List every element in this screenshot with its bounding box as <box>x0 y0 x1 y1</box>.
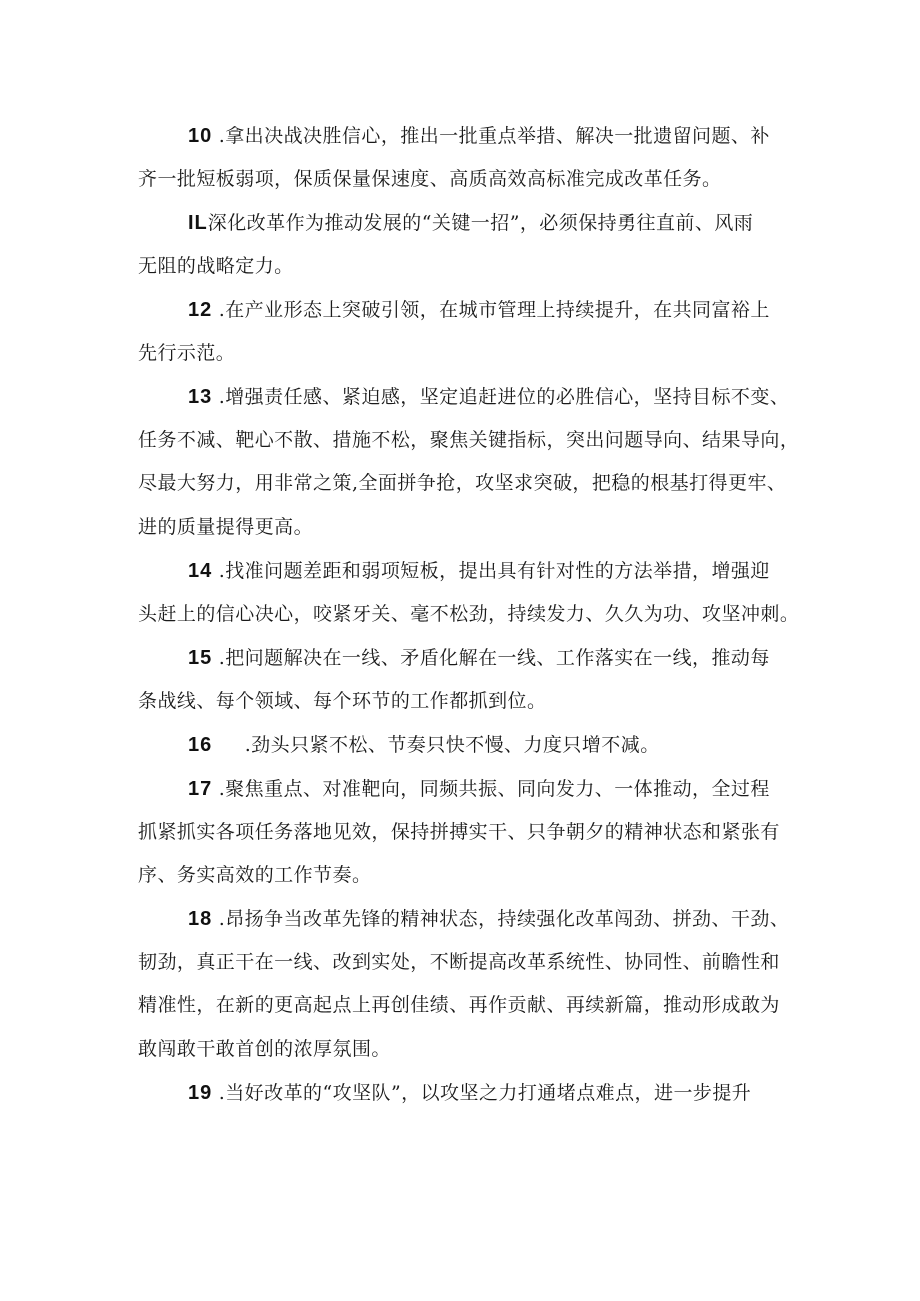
line-text: 齐一批短板弱项，保质保量保速度、高质高效高标准完成改革任务。 <box>138 168 722 190</box>
item-number: 16 <box>188 734 213 756</box>
item-number: 15 <box>188 647 213 669</box>
item-number: 18 <box>188 908 213 930</box>
paragraph-line <box>188 384 789 410</box>
line-text: 精准性，在新的更高起点上再创佳绩、再作贡献、再续新篇，推动形成敢为 <box>138 994 780 1016</box>
line-text: .在产业形态上突破引领，在城市管理上持续提升，在共同富裕上 <box>212 299 770 321</box>
item-number: 10 <box>188 125 213 147</box>
paragraph-line <box>138 601 799 627</box>
paragraph-line <box>138 253 294 279</box>
paragraph-line <box>188 645 770 671</box>
line-text: .当好改革的“攻坚队”，以攻坚之力打通堵点难点，进一步提升 <box>212 1082 752 1104</box>
paragraph-line <box>188 297 770 323</box>
line-text: 头赶上的信心决心，咬紧牙关、毫不松劲，持续发力、久久为功、攻坚冲刺。 <box>138 603 800 625</box>
paragraph-line <box>138 1036 391 1062</box>
line-text: 韧劲，真正干在一线、改到实处，不断提高改革系统性、协同性、前瞻性和 <box>138 951 780 973</box>
paragraph-line <box>138 949 780 975</box>
line-text: 深化改革作为推动发展的“关键一招”，必须保持勇往直前、风雨 <box>207 212 754 234</box>
line-text: 尽最大努力，用非常之策,全面拼争抢，攻坚求突破，把稳的根基打得更牢、 <box>138 472 787 494</box>
paragraph-line <box>138 470 786 496</box>
line-text: 条战线、每个领域、每个环节的工作都抓到位。 <box>138 690 547 712</box>
paragraph-line <box>138 688 546 714</box>
line-text: 敢闯敢干敢首创的浓厚氛围。 <box>138 1038 391 1060</box>
paragraph-line <box>188 558 770 584</box>
item-number: IL <box>188 212 208 234</box>
paragraph-line <box>188 123 770 149</box>
line-text: 先行示范。 <box>138 342 236 364</box>
paragraph-line <box>188 210 753 236</box>
item-number: 13 <box>188 386 213 408</box>
paragraph-line <box>138 819 780 845</box>
item-number: 19 <box>188 1082 213 1104</box>
paragraph-line <box>138 427 799 453</box>
paragraph-line <box>188 906 789 932</box>
item-number: 14 <box>188 560 213 582</box>
line-text: 进的质量提得更高。 <box>138 516 314 538</box>
paragraph-line <box>138 514 313 540</box>
paragraph-line <box>188 732 660 758</box>
item-number: 17 <box>188 778 213 800</box>
line-text: .拿出决战决胜信心，推出一批重点举措、解决一批遗留问题、补 <box>212 125 770 147</box>
paragraph-line <box>188 1080 751 1106</box>
line-text: 抓紧抓实各项任务落地见效，保持拼搏实干、只争朝夕的精神状态和紧张有 <box>138 821 780 843</box>
paragraph-line <box>188 776 770 802</box>
line-text: .聚焦重点、对准靶向，同频共振、同向发力、一体推动，全过程 <box>212 778 770 800</box>
line-text: .增强责任感、紧迫感，坚定追赶进位的必胜信心，坚持目标不变、 <box>212 386 790 408</box>
line-text: .找准问题差距和弱项短板，提出具有针对性的方法举措，增强迎 <box>212 560 770 582</box>
paragraph-line <box>138 340 235 366</box>
line-text: .昂扬争当改革先锋的精神状态，持续强化改革闯劲、拼劲、干劲、 <box>212 908 790 930</box>
line-text: 任务不减、靶心不散、措施不松，聚焦关键指标，突出问题导向、结果导向， <box>138 429 800 451</box>
paragraph-line <box>138 166 722 192</box>
paragraph-line <box>138 992 780 1018</box>
item-number: 12 <box>188 299 213 321</box>
line-text: .劲头只紧不松、节奏只快不慢、力度只增不减。 <box>212 734 660 756</box>
line-text: 序、务实高效的工作节奏。 <box>138 864 372 886</box>
paragraph-line <box>138 862 371 888</box>
line-text: 无阻的战略定力。 <box>138 255 294 277</box>
line-text: .把问题解决在一线、矛盾化解在一线、工作落实在一线，推动每 <box>212 647 770 669</box>
